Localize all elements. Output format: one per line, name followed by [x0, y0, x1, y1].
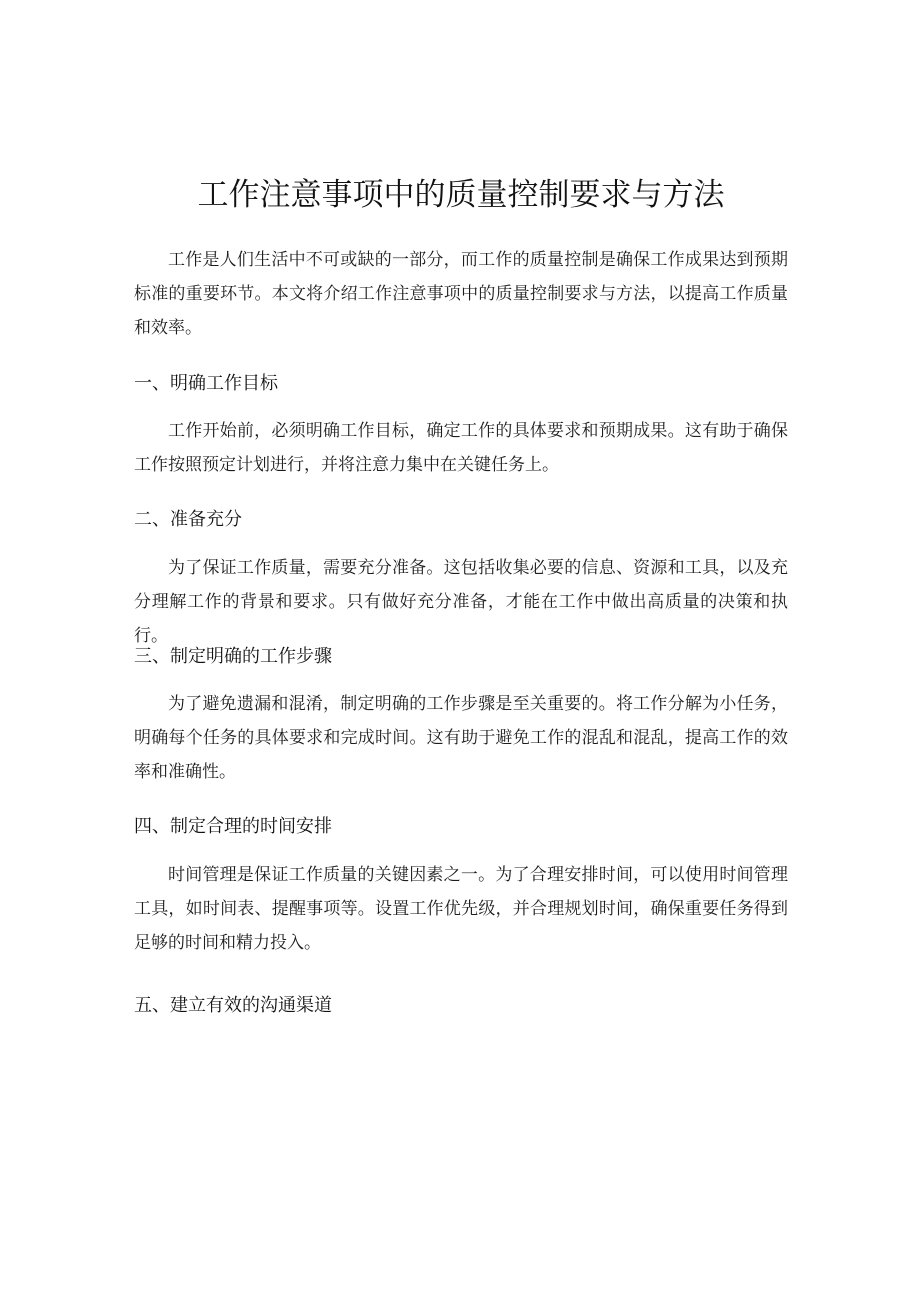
section-body-3: 为了避免遗漏和混淆，制定明确的工作步骤是至关重要的。将工作分解为小任务，明确每个任务的具体要求和完成时间。这有助于避免工作的混乱和混乱，提高工作的效率和准确性。 [134, 694, 788, 782]
section-heading-3: 三、制定明确的工作步骤 [134, 646, 332, 667]
intro-paragraph: 工作是人们生活中不可或缺的一部分，而工作的质量控制是确保工作成果达到预期标准的重要环节。本文将介绍工作注意事项中的质量控制要求与方法，以提高工作质量和效率。 [134, 250, 788, 338]
section-body-4: 时间管理是保证工作质量的关键因素之一。为了合理安排时间，可以使用时间管理工具，如时间表、提醒事项等。设置工作优先级，并合理规划时间，确保重要任务得到足够的时间和精力投入。 [134, 865, 788, 953]
section-heading-5: 五、建立有效的沟通渠道 [134, 995, 332, 1016]
document-title: 工作注意事项中的质量控制要求与方法 [197, 177, 725, 213]
section-body-1: 工作开始前，必须明确工作目标，确定工作的具体要求和预期成果。这有助于确保工作按照预定计划进行，并将注意力集中在关键任务上。 [134, 421, 788, 475]
section-heading-1: 一、明确工作目标 [134, 373, 278, 394]
section-heading-4: 四、制定合理的时间安排 [134, 816, 332, 837]
section-body-2: 为了保证工作质量，需要充分准备。这包括收集必要的信息、资源和工具，以及充分理解工作的背景和要求。只有做好充分准备，才能在工作中做出高质量的决策和执行。 [134, 558, 788, 646]
section-heading-2: 二、准备充分 [134, 509, 242, 530]
